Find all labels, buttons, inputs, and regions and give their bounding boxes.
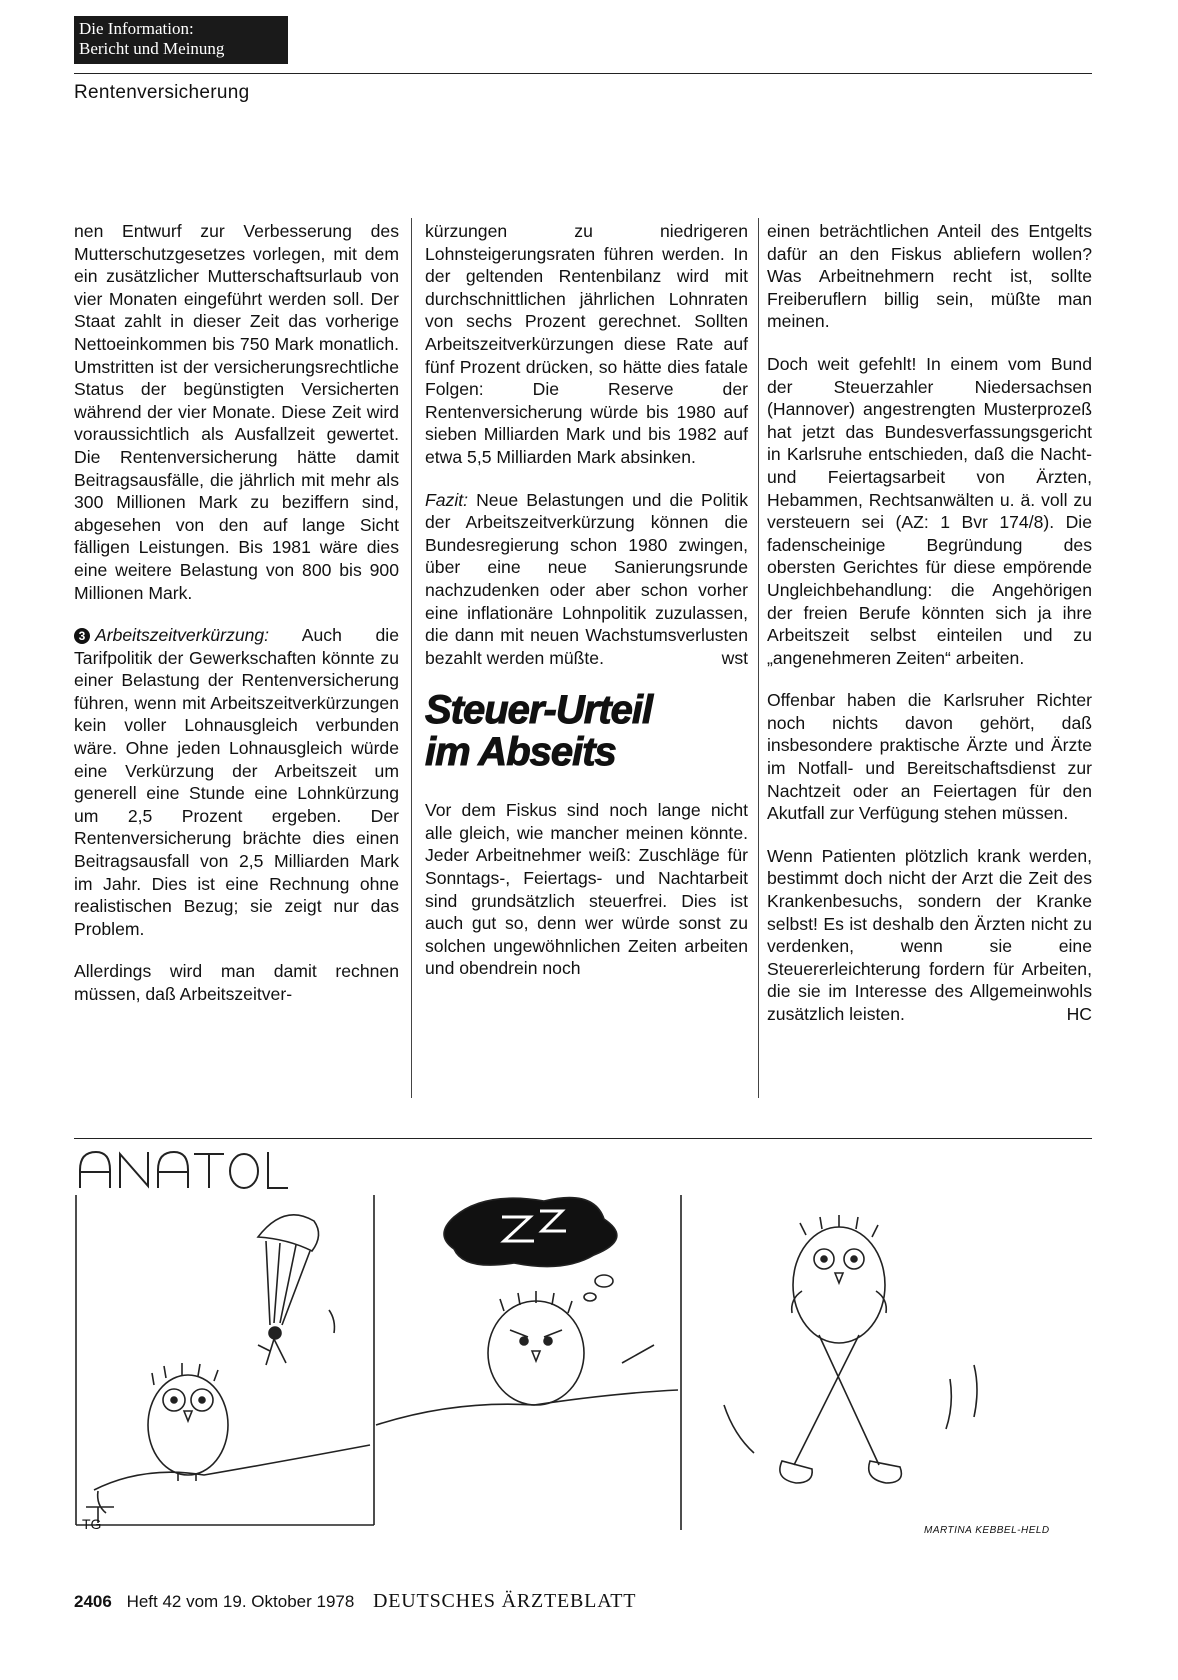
issue-info: Heft 42 vom 19. Oktober 1978 xyxy=(126,1592,355,1611)
paragraph: einen beträchtlichen Anteil des Entgelts dafür an den Fiskus abliefern wollen? Was Arbeitnehmern recht ist, sollte Freiberuflern billig sein, müßte man meinen. xyxy=(767,221,1092,332)
header-rule xyxy=(74,73,1092,74)
rubric-box xyxy=(74,16,288,64)
paragraph xyxy=(767,845,1092,1026)
author-signature: wst xyxy=(721,647,748,668)
article-headline xyxy=(425,689,748,773)
paragraph-lead: Fazit: xyxy=(425,489,469,510)
owl-icon xyxy=(148,1363,228,1481)
owl-icon xyxy=(793,1215,885,1343)
number-bullet-icon: 3 xyxy=(74,628,90,644)
journal-name: DEUTSCHES ÄRZTEBLATT xyxy=(373,1590,637,1612)
headline-line-2: im Abseits xyxy=(425,730,616,775)
paragraph: Doch weit gefehlt! In einem vom Bund der Steuerzahler Niedersachsen (Hannover) angestrengten Musterprozeß hat jetzt das Bundesverfassungsgericht in Karlsruhe entschieden, daß die Nacht- und Feiertagsarbeit von Ärzten, Hebammen, Rechtsanwälten u. ä. voll zu versteuern sei (AZ: 1 Bvr 174/8). Die fadenscheinige Begründung des obersten Gerichtes für diese empörende Ungleichbehandlung: die Angehörigen der freien Berufe könnten sich ja ihre Arbeitszeit selbst einteilen und zu „angenehmeren Zeiten“ arbeiten. xyxy=(767,353,1092,668)
dream-bubble-icon xyxy=(444,1198,617,1301)
paragraph-body: Auch die Tarifpolitik der Gewerkschaften könnte zu einer Belastung der Rentenversicherung führen, wenn mit Arbeitszeitverkürzungen kein voller Lohnausgleich verbunden wäre. Ohne jeden Lohnausgleich würde eine Verkürzung der Arbeitszeit um generell eine Stunde eine Lohnkürzung um 2,5 Prozent ergeben. Der Rentenversicherung brächte dies einen Beitragsausfall von 2,5 Milliarden Mark im Jahr. Dies ist eine Rechnung ohne realistischen Bezug; sie zeigt nur das Problem. xyxy=(74,625,399,939)
parachute-icon xyxy=(258,1215,319,1365)
article-column-1 xyxy=(74,220,399,1026)
comic-title-logo xyxy=(74,1144,294,1194)
legs xyxy=(794,1335,879,1465)
author-signature: HC xyxy=(1066,1004,1092,1024)
article-column-2 xyxy=(425,220,748,1000)
comic-strip xyxy=(74,1195,1094,1535)
column-divider-1 xyxy=(411,218,412,1098)
paragraph: Offenbar haben die Karlsruher Richter noch nichts davon gehört, daß insbesondere praktische Ärzte und Ärzte im Notfall- und Bereitschaftsdienst zur Nachtzeit oder an Feiertagen für den Akutfall zur Verfügung stehen müssen. xyxy=(767,690,1092,824)
comic-credit-right: MARTINA KEBBEL-HELD xyxy=(924,1525,1050,1536)
paragraph-body: Neue Belastungen und die Politik der Arbeitszeitverkürzung können die Bundesregierung schon 1980 zwingen, über eine neue Sanierungsrunde nachzudenken oder aber schon vorher eine inflationäre Lohnpolitik zuzulassen, die dann mit neuen Wachstumsverlusten bezahlt werden müßte. xyxy=(425,489,748,668)
paragraph-lead: Arbeitszeitverkürzung: xyxy=(95,625,270,646)
paragraph: kürzungen zu niedrigeren Lohnsteigerungsraten führen werden. In der geltenden Rentenbilanz wird mit durchschnittlichen jährlichen Lohnraten von sechs Prozent gerechnet. Sollten Arbeitszeitverkürzungen diese Rate auf fünf Prozent drücken, so hätte dies fatale Folgen: Die Reserve der Rentenversicherung würde bis 1980 auf sieben Milliarden Mark und bis 1982 auf etwa 5,5 Milliarden Mark absinken. xyxy=(425,221,748,467)
paragraph: Vor dem Fiskus sind noch lange nicht alle gleich, wie mancher meinen könnte. Jeder Arbeitnehmer weiß: Zuschläge für Sonntags-, Feiertags- und Nachtarbeit sind grundsätzlich steuerfrei. Dies ist auch gut so, denn wer würde sonst zu solchen ungewöhnlichen Zeiten arbeiten und obendrein noch xyxy=(425,800,748,979)
comic-rule xyxy=(74,1138,1092,1139)
section-title: Rentenversicherung xyxy=(74,82,250,103)
article-column-3 xyxy=(767,220,1092,1046)
owl-icon xyxy=(488,1291,584,1405)
paragraph-body: Wenn Patienten plötzlich krank werden, bestimmt doch nicht der Arzt die Zeit des Krankenbesuchs, sondern der Kranke selbst! Es ist deshalb den Ärzten nicht zu verdenken, wenn sie eine Steuererleichterung fordern für Arbeiten, die sie im Interesse des Allgemeinwohls zusätzlich leisten. xyxy=(767,845,1092,1024)
page-footer xyxy=(74,1590,636,1613)
paragraph xyxy=(74,624,399,940)
hill xyxy=(376,1390,678,1425)
page-number: 2406 xyxy=(74,1592,112,1611)
comic-credit-left: TG xyxy=(82,1516,102,1532)
paragraph: Allerdings wird man damit rechnen müssen, daß Arbeitszeitver- xyxy=(74,961,399,1004)
column-divider-2 xyxy=(758,218,759,1098)
headline-line-1: Steuer-Urteil xyxy=(425,688,653,733)
paragraph: nen Entwurf zur Verbesserung des Mutterschutzgesetzes vorlegen, mit dem ein zusätzlicher Mutterschaftsurlaub von vier Monaten eingeführt werden soll. Der Staat zahlt in dieser Zeit das vorherige Nettoeinkommen bis 750 Mark monatlich. Umstritten ist der versicherungsrechtliche Status der begünstigten Versicherten während der vier Monate. Diese Zeit wird voraussichtlich als Ausfallzeit gewertet. Die Rentenversicherung hätte damit Beitragsausfälle, die jährlich mit mehr als 300 Millionen Mark zu beziffern sind, abgesehen von den auf lange Sicht fälligen Leistungen. Bis 1981 wäre dies eine weitere Belastung von 800 bis 900 Millionen Mark. xyxy=(74,221,399,603)
rubric-line-1: Die Information: xyxy=(79,19,194,38)
branch xyxy=(94,1445,370,1490)
paragraph xyxy=(425,489,748,670)
rubric-line-2: Bericht und Meinung xyxy=(79,39,225,58)
